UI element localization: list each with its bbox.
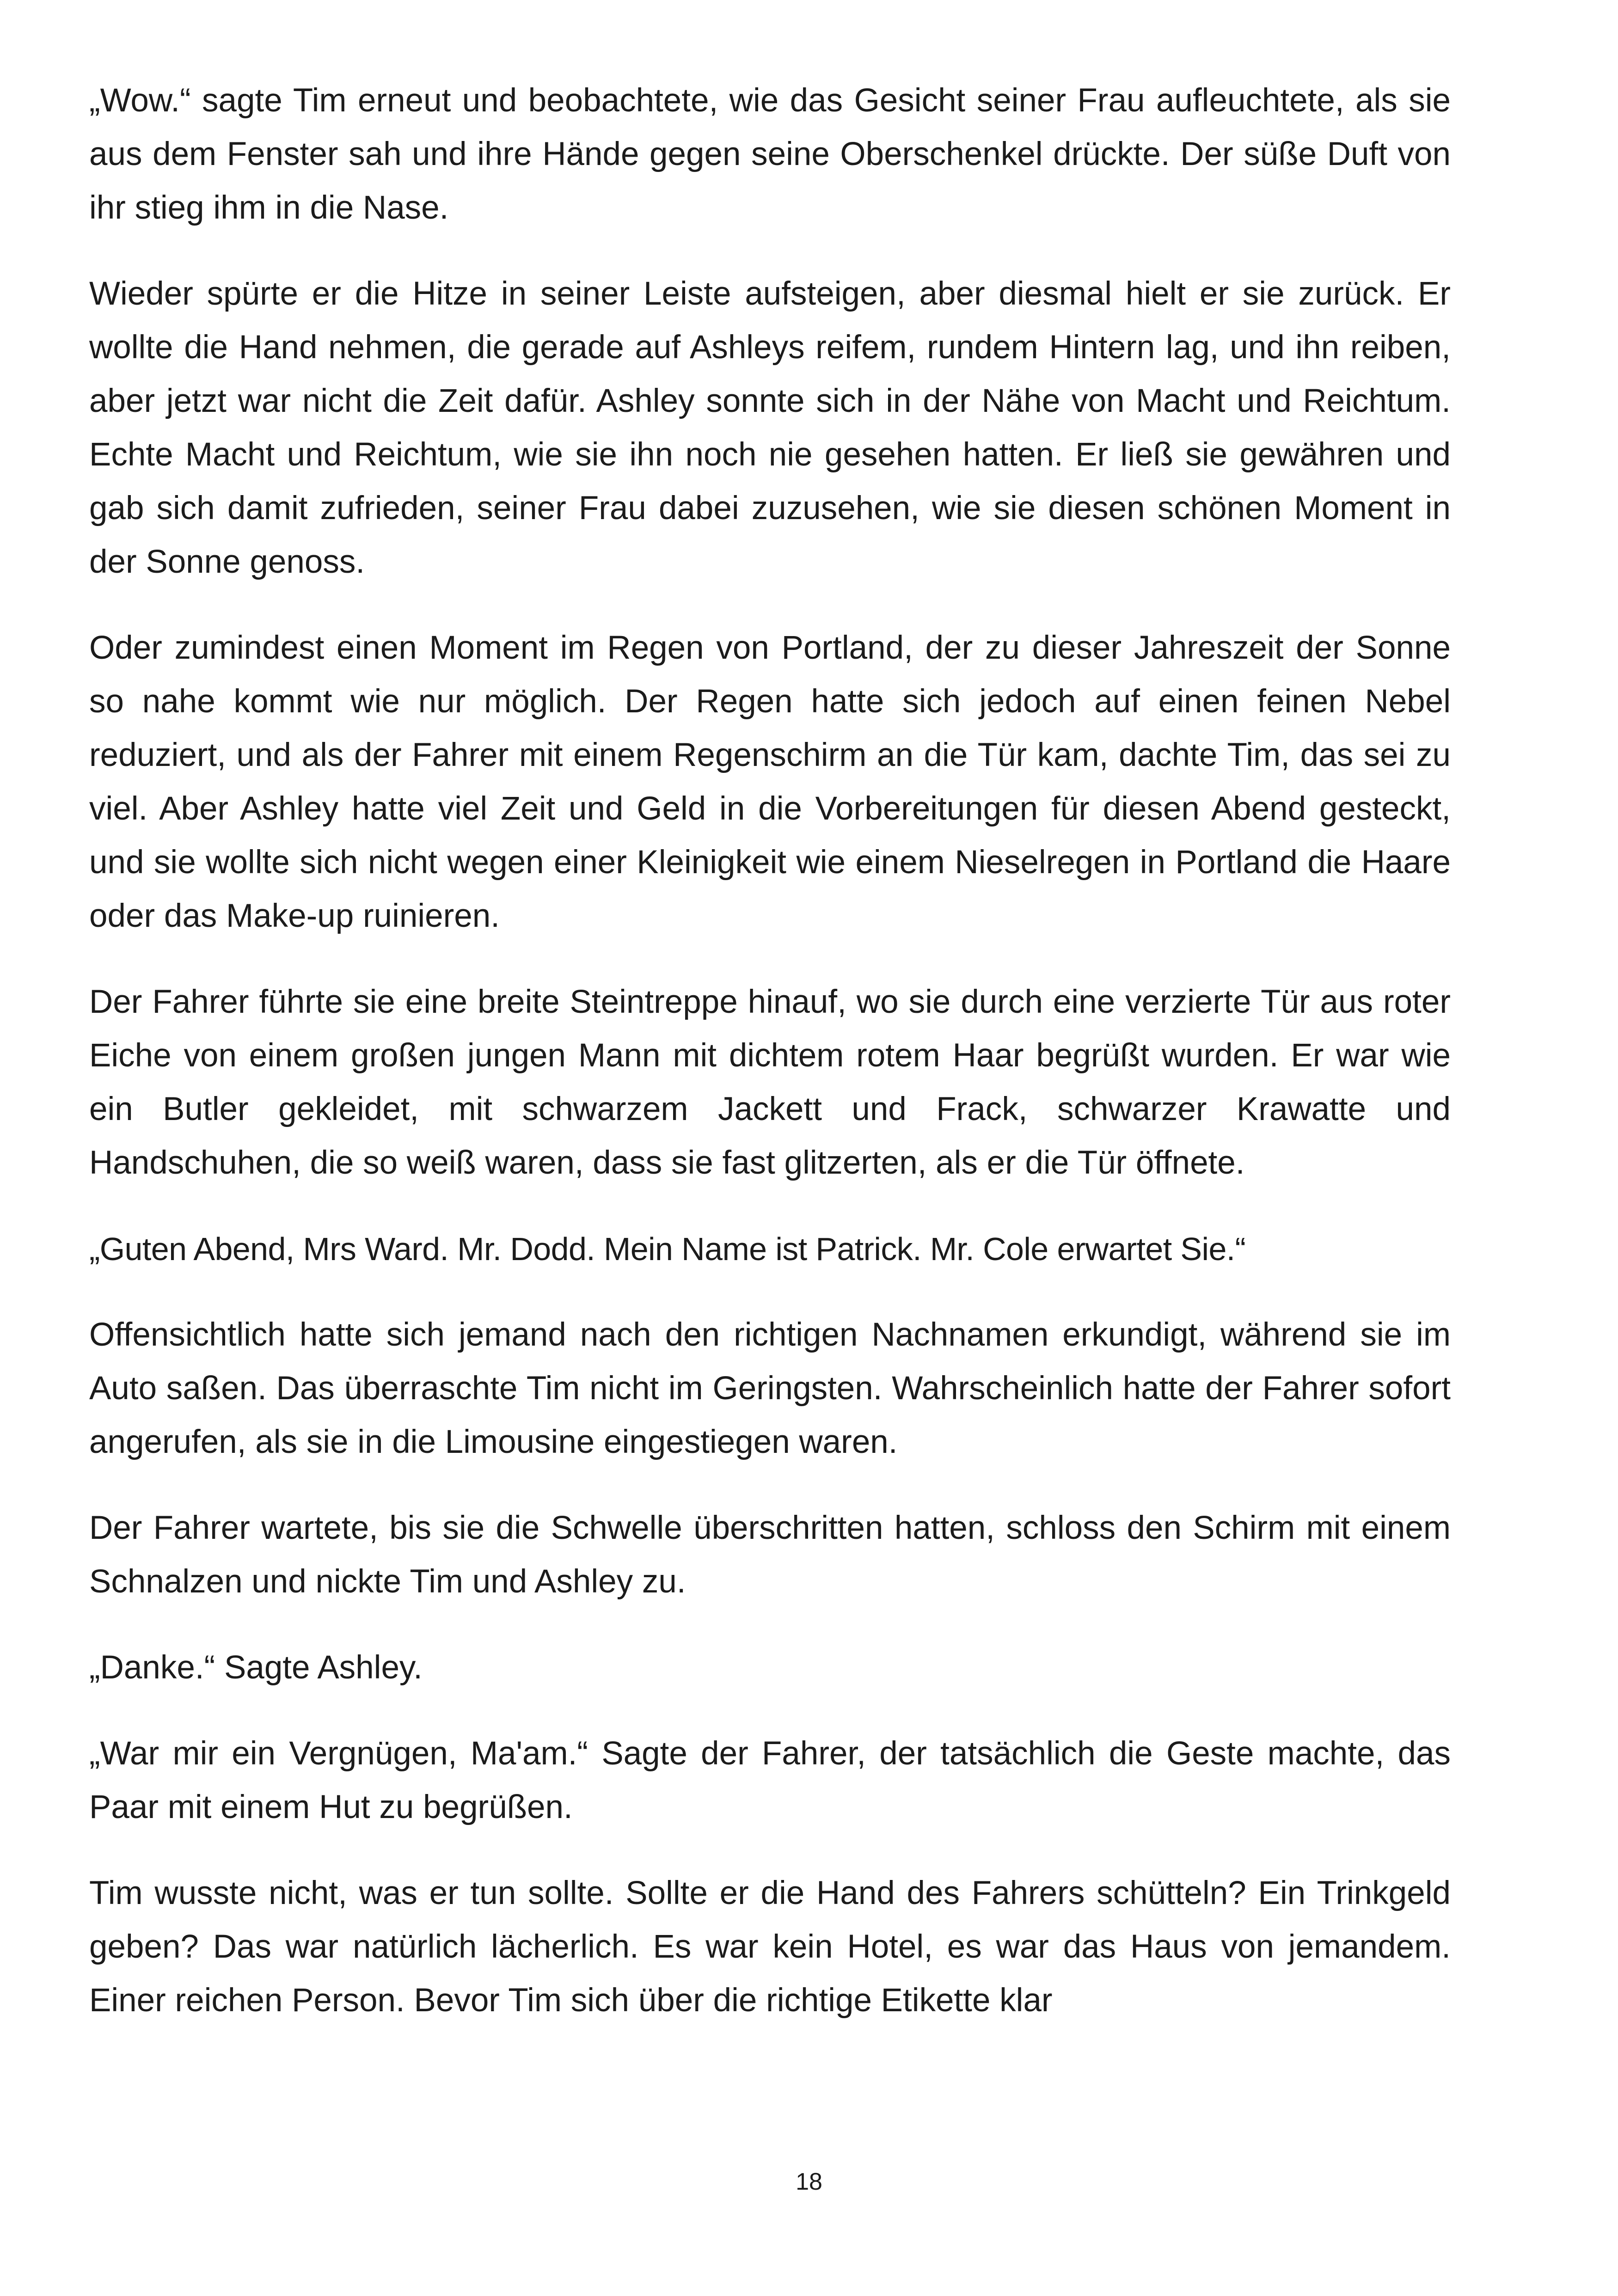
paragraph-5: „Guten Abend, Mrs Ward. Mr. Dodd. Mein Name ist Patrick. Mr. Cole erwartet Sie.“: [89, 1231, 1246, 1267]
paragraph-9: „War mir ein Vergnügen, Ma'am.“ Sagte der Fahrer, der tatsächlich die Geste machte, das Paar mit einem Hut zu begrüßen.: [89, 1735, 1451, 1825]
paragraph-10: Tim wusste nicht, was er tun sollte. Sollte er die Hand des Fahrers schütteln? Ein Trinkgeld geben? Das war natürlich lächerlich. Es war kein Hotel, es war das Haus von jemandem. Einer reichen Person. Bevor Tim sich über die richtige Etikette klar: [89, 1875, 1451, 2019]
paragraph-3: Oder zumindest einen Moment im Regen von Portland, der zu dieser Jahreszeit der Sonne so nahe kommt wie nur möglich. Der Regen hatte sich jedoch auf einen feinen Nebel reduziert, und als der Fahrer mit einem Regenschirm an die Tür kam, dachte Tim, das sei zu viel. Aber Ashley hatte viel Zeit und Geld in die Vorbereitungen für diesen Abend gesteckt, und sie wollte sich nicht wegen einer Kleinigkeit wie einem Nieselregen in Portland die Haare oder das Make-up ruinieren.: [89, 630, 1451, 934]
paragraph-6: Offensichtlich hatte sich jemand nach den richtigen Nachnamen erkundigt, während sie im Auto saßen. Das überraschte Tim nicht im Geringsten. Wahrscheinlich hatte der Fahrer sofort angerufen, als sie in die Limousine eingestiegen waren.: [89, 1316, 1451, 1460]
page-number: 18: [796, 2168, 822, 2195]
page-body: [89, 74, 1451, 2060]
paragraph-8: „Danke.“ Sagte Ashley.: [89, 1649, 423, 1686]
paragraph-1: „Wow.“ sagte Tim erneut und beobachtete, wie das Gesicht seiner Frau aufleuchtete, als sie aus dem Fenster sah und ihre Hände gegen seine Oberschenkel drückte. Der süße Duft von ihr stieg ihm in die Nase.: [89, 82, 1451, 226]
paragraph-7: Der Fahrer wartete, bis sie die Schwelle überschritten hatten, schloss den Schirm mit einem Schnalzen und nickte Tim und Ashley zu.: [89, 1510, 1451, 1600]
paragraph-4: Der Fahrer führte sie eine breite Steintreppe hinauf, wo sie durch eine verzierte Tür aus roter Eiche von einem großen jungen Mann mit dichtem rotem Haar begrüßt wurden. Er war wie ein Butler gekleidet, mit schwarzem Jackett und Frack, schwarzer Krawatte und Handschuhen, die so weiß waren, dass sie fast glitzerten, als er die Tür öffnete.: [89, 984, 1451, 1181]
paragraph-2: Wieder spürte er die Hitze in seiner Leiste aufsteigen, aber diesmal hielt er sie zurück. Er wollte die Hand nehmen, die gerade auf Ashleys reifem, rundem Hintern lag, und ihn reiben, aber jetzt war nicht die Zeit dafür. Ashley sonnte sich in der Nähe von Macht und Reichtum. Echte Macht und Reichtum, wie sie ihn noch nie gesehen hatten. Er ließ sie gewähren und gab sich damit zufrieden, seiner Frau dabei zuzusehen, wie sie diesen schönen Moment in der Sonne genoss.: [89, 276, 1451, 580]
